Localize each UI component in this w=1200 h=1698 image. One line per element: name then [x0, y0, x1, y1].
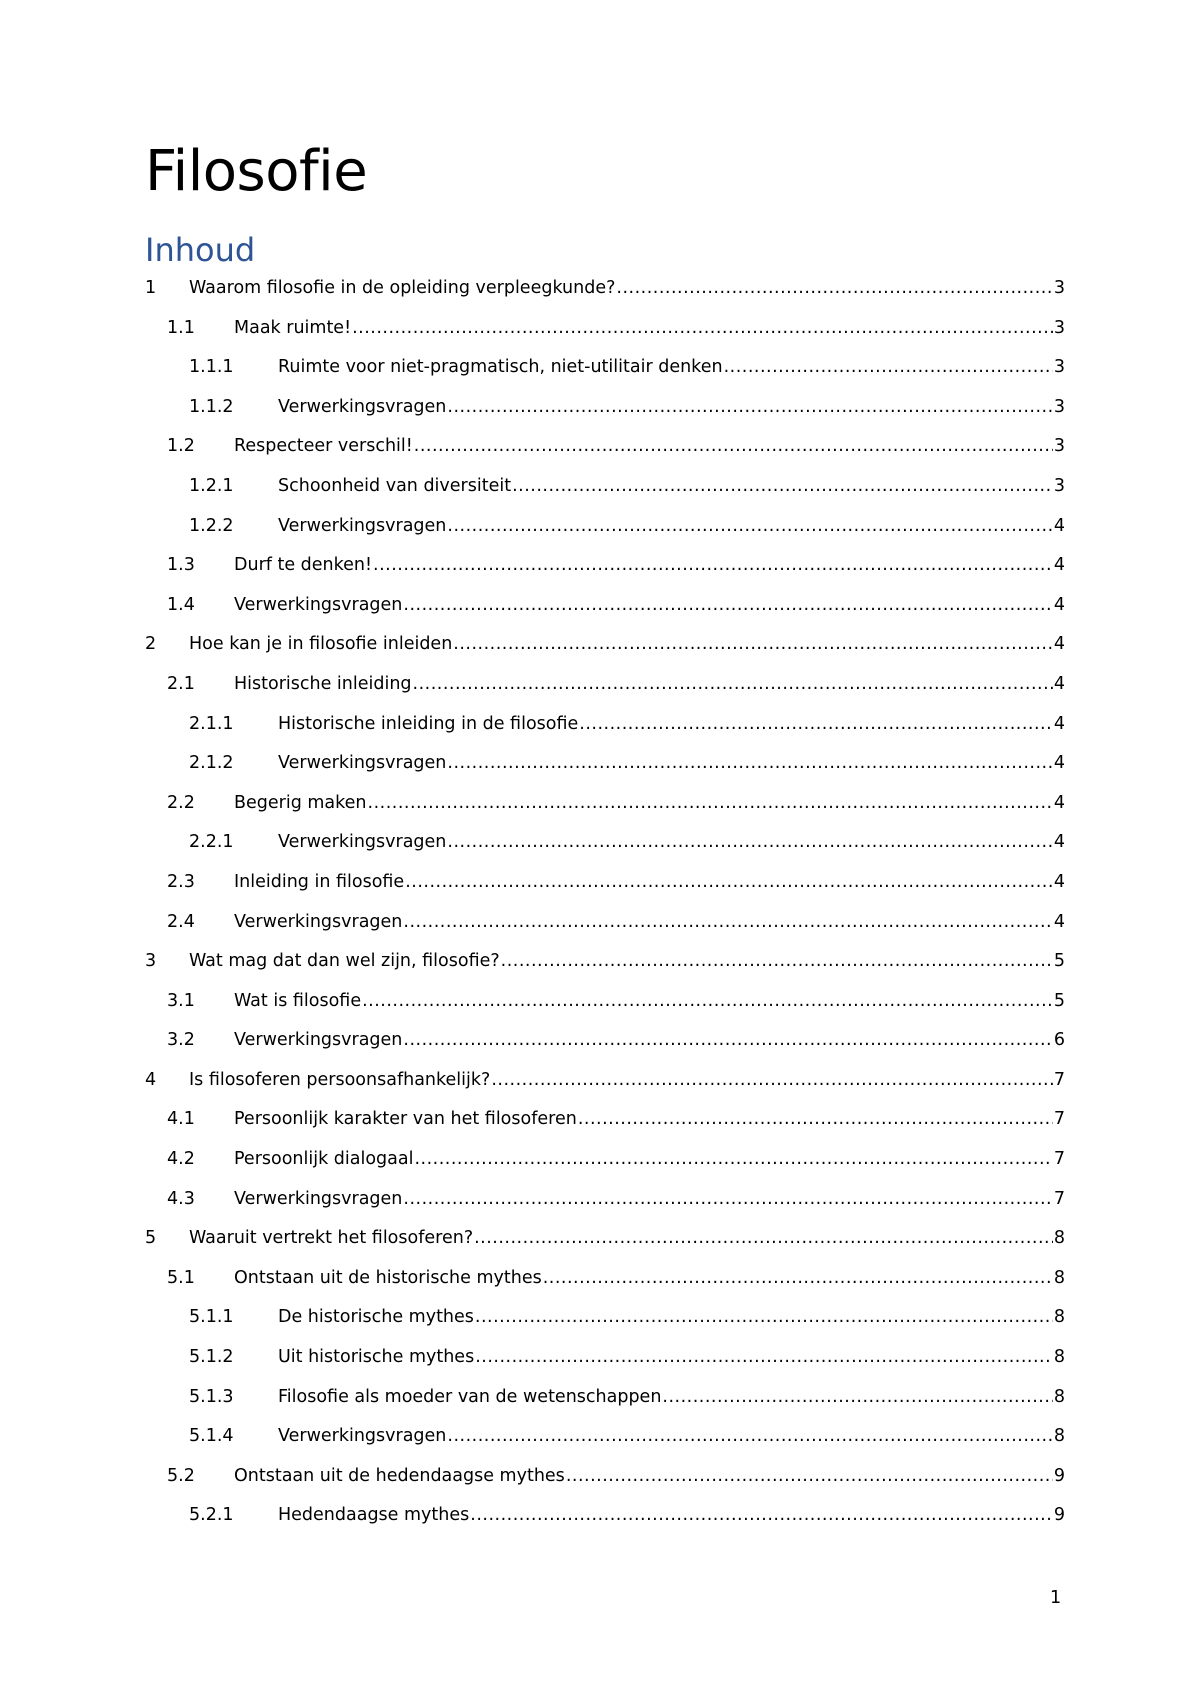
toc-entry-page: 4: [1053, 792, 1065, 813]
toc-entry[interactable]: [145, 432, 1065, 472]
toc-leader-dots: [447, 393, 1052, 421]
toc-entry[interactable]: [145, 1185, 1065, 1225]
toc-entry[interactable]: [145, 749, 1065, 789]
toc-entry-number: 4.3: [167, 1188, 195, 1209]
toc-leader-dots: [724, 353, 1053, 381]
toc-entry-page: 9: [1053, 1505, 1065, 1526]
toc-entry-title[interactable]: Historische inleiding: [234, 673, 412, 694]
toc-entry-number: 5.1.1: [189, 1307, 234, 1328]
toc-entry-title[interactable]: Uit historische mythes: [278, 1347, 475, 1368]
toc-entry-number: 5.1.3: [189, 1386, 234, 1407]
toc-entry-page: 4: [1053, 634, 1065, 655]
toc-entry-number: 3: [145, 951, 157, 972]
toc-entry-title[interactable]: Verwerkingsvragen: [278, 1426, 447, 1447]
toc-entry-title[interactable]: Is filosoferen persoonsafhankelijk?: [189, 1069, 491, 1090]
toc-entry-number: 3.2: [167, 1030, 195, 1051]
toc-leader-dots: [453, 630, 1053, 658]
toc-entry-page: 8: [1053, 1386, 1065, 1407]
toc-entry-number: 4.2: [167, 1149, 195, 1170]
toc-leader-dots: [373, 551, 1053, 579]
toc-entry-title[interactable]: Schoonheid van diversiteit: [278, 475, 512, 496]
toc-entry[interactable]: [145, 1501, 1065, 1541]
toc-entry-title[interactable]: Respecteer verschil!: [234, 436, 413, 457]
toc-entry[interactable]: [145, 947, 1065, 987]
toc-entry[interactable]: [145, 1224, 1065, 1264]
table-of-contents: [145, 274, 1065, 1541]
toc-entry-page: 8: [1053, 1228, 1065, 1249]
toc-entry-number: 1.1: [167, 317, 195, 338]
toc-entry-page: 4: [1053, 871, 1065, 892]
toc-entry-page: 3: [1053, 475, 1065, 496]
toc-entry-title[interactable]: Filosofie als moeder van de wetenschappen: [278, 1386, 662, 1407]
toc-entry-number: 1.4: [167, 594, 195, 615]
toc-leader-dots: [474, 1224, 1053, 1252]
toc-entry-page: 8: [1053, 1426, 1065, 1447]
toc-entry-number: 2.1.1: [189, 713, 234, 734]
toc-entry-title[interactable]: Begerig maken: [234, 792, 367, 813]
toc-leader-dots: [413, 670, 1053, 698]
toc-entry[interactable]: [145, 1462, 1065, 1502]
toc-entry-number: 5.1.4: [189, 1426, 234, 1447]
toc-entry-page: 6: [1053, 1030, 1065, 1051]
toc-entry[interactable]: [145, 670, 1065, 710]
toc-leader-dots: [566, 1462, 1053, 1490]
toc-entry-page: 4: [1053, 832, 1065, 853]
toc-entry-title[interactable]: Verwerkingsvragen: [234, 911, 403, 932]
toc-entry-title[interactable]: Verwerkingsvragen: [278, 753, 447, 774]
toc-entry-number: 2.3: [167, 871, 195, 892]
toc-leader-dots: [512, 472, 1053, 500]
toc-entry-number: 2.1.2: [189, 753, 234, 774]
toc-entry-page: 7: [1053, 1109, 1065, 1130]
toc-entry-title[interactable]: Waarom filosofie in de opleiding verpleegkunde?: [189, 278, 616, 298]
toc-entry[interactable]: [145, 591, 1065, 631]
toc-entry-title[interactable]: Hedendaagse mythes: [278, 1505, 470, 1526]
toc-entry[interactable]: [145, 868, 1065, 908]
toc-entry-title[interactable]: Verwerkingsvragen: [234, 594, 403, 615]
toc-leader-dots: [352, 314, 1053, 342]
toc-entry-number: 1.1.2: [189, 396, 234, 417]
toc-entry-number: 1.3: [167, 555, 195, 576]
toc-entry[interactable]: [145, 274, 1065, 314]
toc-entry-page: 4: [1053, 713, 1065, 734]
toc-entry-number: 1: [145, 278, 157, 298]
toc-entry[interactable]: [145, 512, 1065, 552]
toc-leader-dots: [543, 1264, 1053, 1292]
toc-entry-number: 2.2.1: [189, 832, 234, 853]
toc-leader-dots: [578, 1105, 1053, 1133]
toc-leader-dots: [362, 987, 1053, 1015]
toc-entry-page: 4: [1053, 594, 1065, 615]
toc-leader-dots: [579, 710, 1053, 738]
document-title: Filosofie: [145, 139, 368, 204]
toc-entry-title[interactable]: Ontstaan uit de hedendaagse mythes: [234, 1465, 565, 1486]
toc-entry-title[interactable]: Verwerkingsvragen: [234, 1188, 403, 1209]
toc-leader-dots: [447, 512, 1052, 540]
toc-entry-title[interactable]: Verwerkingsvragen: [234, 1030, 403, 1051]
toc-entry[interactable]: [145, 1303, 1065, 1343]
toc-entry-number: 5.2.1: [189, 1505, 234, 1526]
toc-entry[interactable]: [145, 789, 1065, 829]
toc-entry[interactable]: [145, 314, 1065, 354]
toc-entry-title[interactable]: Ontstaan uit de historische mythes: [234, 1267, 542, 1288]
toc-entry-number: 1.2.1: [189, 475, 234, 496]
toc-entry-title[interactable]: Persoonlijk dialogaal: [234, 1149, 414, 1170]
toc-leader-dots: [368, 789, 1053, 817]
toc-entry-number: 2: [145, 634, 157, 655]
toc-entry-number: 3.1: [167, 990, 195, 1011]
toc-entry-page: 5: [1053, 951, 1065, 972]
toc-entry-title[interactable]: Ruimte voor niet-pragmatisch, niet-utilitair denken: [278, 357, 723, 378]
toc-entry-page: 3: [1053, 357, 1065, 378]
toc-entry-title[interactable]: Historische inleiding in de filosofie: [278, 713, 579, 734]
toc-entry-page: 7: [1053, 1188, 1065, 1209]
toc-entry-number: 5.1: [167, 1267, 195, 1288]
toc-entry-title[interactable]: Inleiding in filosofie: [234, 871, 405, 892]
toc-entry-number: 5: [145, 1228, 157, 1249]
toc-entry-title[interactable]: Wat mag dat dan wel zijn, filosofie?: [189, 951, 500, 972]
toc-entry-number: 4.1: [167, 1109, 195, 1130]
toc-entry-page: 4: [1053, 911, 1065, 932]
toc-entry[interactable]: [145, 393, 1065, 433]
toc-entry-page: 7: [1053, 1149, 1065, 1170]
toc-entry-page: 7: [1053, 1069, 1065, 1090]
toc-leader-dots: [447, 749, 1052, 777]
toc-entry-title[interactable]: Verwerkingsvragen: [278, 515, 447, 536]
toc-entry-number: 4: [145, 1069, 157, 1090]
toc-entry-number: 1.1.1: [189, 357, 234, 378]
toc-entry-page: 5: [1053, 990, 1065, 1011]
toc-leader-dots: [447, 828, 1052, 856]
toc-entry[interactable]: [145, 1422, 1065, 1462]
toc-leader-dots: [616, 274, 1052, 302]
toc-leader-dots: [447, 1422, 1052, 1450]
toc-entry-title[interactable]: Waaruit vertrekt het filosoferen?: [189, 1228, 474, 1249]
toc-entry-title[interactable]: Wat is filosofie: [234, 990, 362, 1011]
toc-leader-dots: [403, 908, 1052, 936]
toc-entry[interactable]: [145, 1066, 1065, 1106]
toc-leader-dots: [403, 1185, 1052, 1213]
toc-leader-dots: [403, 1026, 1052, 1054]
toc-entry[interactable]: [145, 1105, 1065, 1145]
toc-entry-number: 1.2: [167, 436, 195, 457]
toc-entry[interactable]: [145, 710, 1065, 750]
toc-entry[interactable]: [145, 908, 1065, 948]
toc-entry[interactable]: [145, 630, 1065, 670]
toc-leader-dots: [475, 1303, 1053, 1331]
toc-entry-number: 2.1: [167, 673, 195, 694]
toc-entry[interactable]: [145, 828, 1065, 868]
toc-entry[interactable]: [145, 1026, 1065, 1066]
toc-entry[interactable]: [145, 1383, 1065, 1423]
toc-entry-page: 4: [1053, 515, 1065, 536]
toc-leader-dots: [501, 947, 1053, 975]
toc-entry-number: 2.2: [167, 792, 195, 813]
toc-leader-dots: [414, 432, 1053, 460]
toc-leader-dots: [414, 1145, 1052, 1173]
toc-entry-page: 8: [1053, 1267, 1065, 1288]
toc-entry[interactable]: [145, 472, 1065, 512]
toc-entry-title[interactable]: Maak ruimte!: [234, 317, 352, 338]
toc-leader-dots: [470, 1501, 1053, 1529]
toc-entry-page: 3: [1053, 436, 1065, 457]
toc-entry-page: 9: [1053, 1465, 1065, 1486]
toc-leader-dots: [475, 1343, 1053, 1371]
toc-leader-dots: [405, 868, 1053, 896]
toc-entry-title[interactable]: De historische mythes: [278, 1307, 474, 1328]
toc-entry-page: 3: [1053, 278, 1065, 298]
toc-entry-title[interactable]: Hoe kan je in filosofie inleiden: [189, 634, 453, 655]
toc-entry-page: 4: [1053, 555, 1065, 576]
toc-entry-title[interactable]: Durf te denken!: [234, 555, 373, 576]
toc-entry-page: 8: [1053, 1307, 1065, 1328]
toc-entry-page: 3: [1053, 396, 1065, 417]
page-number: 1: [1050, 1588, 1062, 1608]
toc-entry[interactable]: [145, 1264, 1065, 1304]
toc-entry-page: 3: [1053, 317, 1065, 338]
toc-entry-title[interactable]: Verwerkingsvragen: [278, 396, 447, 417]
toc-entry[interactable]: [145, 1343, 1065, 1383]
toc-entry-title[interactable]: Persoonlijk karakter van het filosoferen: [234, 1109, 577, 1130]
toc-leader-dots: [491, 1066, 1053, 1094]
toc-entry[interactable]: [145, 987, 1065, 1027]
toc-entry-page: 8: [1053, 1347, 1065, 1368]
toc-leader-dots: [403, 591, 1052, 619]
toc-entry[interactable]: [145, 551, 1065, 591]
toc-entry-page: 4: [1053, 673, 1065, 694]
toc-entry-number: 5.2: [167, 1465, 195, 1486]
toc-entry[interactable]: [145, 353, 1065, 393]
toc-entry-number: 1.2.2: [189, 515, 234, 536]
toc-entry-title[interactable]: Verwerkingsvragen: [278, 832, 447, 853]
toc-leader-dots: [662, 1383, 1052, 1411]
toc-entry-page: 4: [1053, 753, 1065, 774]
toc-heading: Inhoud: [145, 231, 256, 269]
toc-entry-number: 2.4: [167, 911, 195, 932]
toc-entry-number: 5.1.2: [189, 1347, 234, 1368]
toc-entry[interactable]: [145, 1145, 1065, 1185]
